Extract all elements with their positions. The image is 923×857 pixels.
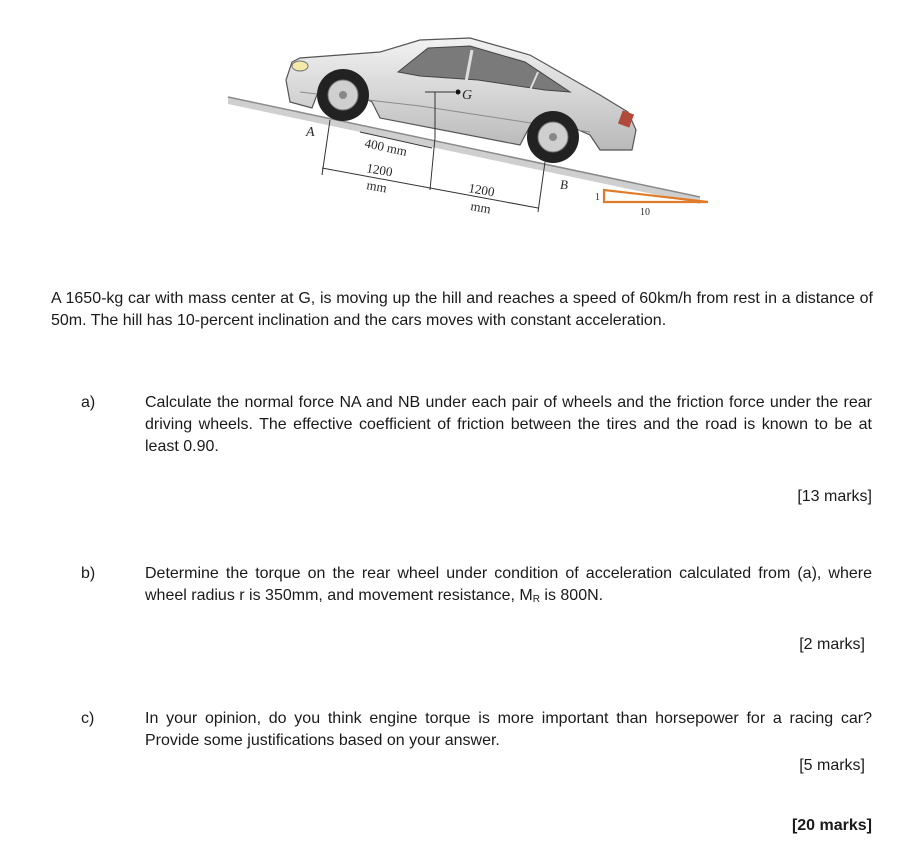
question-b-text [145,563,872,609]
question-c-letter: c) [81,710,95,727]
dim-1200-front-value: 1200 [365,160,394,180]
question-b-marks: [2 marks] [799,636,865,653]
question-b-text-after: is 800N. [539,587,604,604]
slope-run-label: 10 [640,207,650,218]
label-b: B [560,177,568,192]
dim-1200-rear-value: 1200 [467,180,496,200]
slope-rise-label: 1 [595,192,600,203]
slope-triangle [595,190,708,218]
total-marks: [20 marks] [791,817,872,834]
label-g: G [462,88,473,103]
problem-statement: A 1650-kg car with mass center at G, is moving up the hill and reaches a speed of 60km/h from rest in a distance of 50m. The hill has 10-percent inclination and the cars moves with constant acceleration. [51,290,873,329]
dim-400mm: 400 mm [363,135,409,159]
question-b-letter: b) [81,565,96,582]
question-b-text-before: Determine the torque on the rear wheel under condition of acceleration calculated from (a), where wheel radius r is 350mm, and movement resistance, M [145,565,872,604]
rear-wheel [527,111,579,163]
label-a: A [306,125,315,140]
question-c-marks: [5 marks] [799,757,865,774]
dim-1200-rear-unit: mm [469,198,493,217]
car-illustration [286,38,636,163]
question-a-text: Calculate the normal force NA and NB under each pair of wheels and the friction force under the rear driving wheels. The effective coefficient of friction between the tires and the road is known to be at least 0.90. [145,394,872,455]
question-b-subscript: R [532,594,540,605]
front-wheel [317,69,369,121]
question-a-letter: a) [81,394,96,411]
car-on-incline-figure [0,0,923,260]
dim-1200-front-unit: mm [365,177,389,196]
question-c-text: In your opinion, do you think engine torque is more important than horsepower for a racing car? Provide some justifications based on your answer. [145,710,872,749]
question-a-marks: [13 marks] [797,488,872,505]
